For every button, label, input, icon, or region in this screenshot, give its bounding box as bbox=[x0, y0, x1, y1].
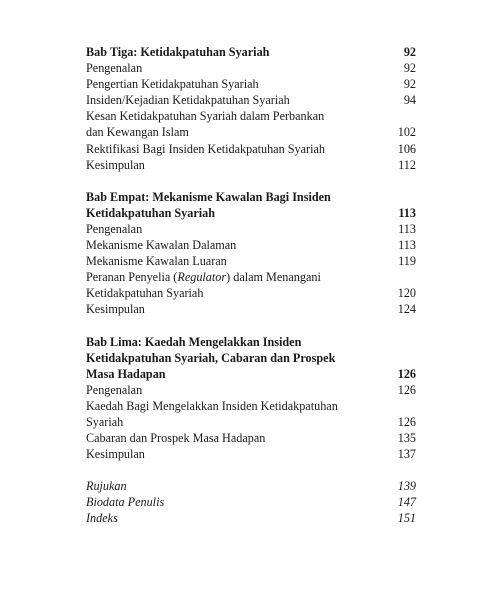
toc-entry[interactable] bbox=[86, 141, 416, 157]
toc-page-number: 135 bbox=[397, 431, 416, 446]
toc-page-number: 113 bbox=[398, 221, 416, 236]
toc-page-number: 137 bbox=[397, 447, 416, 462]
toc-entry[interactable] bbox=[86, 301, 416, 317]
toc-entry[interactable] bbox=[86, 430, 416, 446]
toc-entry-references[interactable] bbox=[86, 478, 416, 494]
toc-entry-label: Kesan Ketidakpatuhan Syariah dalam Perbankan bbox=[86, 109, 325, 124]
toc-entry[interactable] bbox=[86, 398, 416, 414]
toc-entry-label: Pengertian Ketidakpatuhan Syariah bbox=[86, 77, 259, 92]
toc-entry-label: Pengenalan bbox=[86, 61, 143, 76]
toc-page-number: 102 bbox=[397, 125, 416, 140]
toc-page-number: 124 bbox=[397, 302, 416, 317]
toc-entry-label: Ketidakpatuhan Syariah bbox=[86, 286, 204, 301]
toc-page-number: 139 bbox=[397, 479, 416, 494]
toc-section-bab-empat bbox=[86, 189, 416, 318]
toc-entry[interactable] bbox=[86, 221, 416, 237]
toc-page-number: 113 bbox=[398, 205, 416, 220]
toc-entry-label: Cabaran dan Prospek Masa Hadapan bbox=[86, 431, 266, 446]
toc-page-number: 120 bbox=[397, 286, 416, 301]
toc-entry-label: Mekanisme Kawalan Luaran bbox=[86, 254, 227, 269]
toc-entry-label: Ketidakpatuhan Syariah, Cabaran dan Prospek bbox=[86, 350, 336, 365]
toc-page-number: 94 bbox=[403, 93, 416, 108]
toc-italic-term: Regulator bbox=[177, 270, 227, 285]
table-of-contents bbox=[86, 44, 416, 543]
toc-page-number: 126 bbox=[397, 414, 416, 429]
toc-entry-label: Pengenalan bbox=[86, 221, 143, 236]
toc-section-bab-tiga bbox=[86, 44, 416, 173]
toc-entry[interactable] bbox=[86, 237, 416, 253]
toc-entry-label: Rektifikasi Bagi Insiden Ketidakpatuhan Syariah bbox=[86, 141, 325, 156]
toc-entry[interactable] bbox=[86, 285, 416, 301]
toc-chapter-heading[interactable] bbox=[86, 44, 416, 60]
toc-chapter-heading[interactable] bbox=[86, 350, 416, 366]
toc-entry-label: Mekanisme Kawalan Dalaman bbox=[86, 238, 237, 253]
toc-entry[interactable] bbox=[86, 157, 416, 173]
toc-page-number: 106 bbox=[397, 141, 416, 156]
toc-page-number: 126 bbox=[397, 366, 416, 381]
toc-entry-label: Ketidakpatuhan Syariah bbox=[86, 205, 216, 220]
toc-entry[interactable] bbox=[86, 253, 416, 269]
toc-entry-label: Insiden/Kejadian Ketidakpatuhan Syariah bbox=[86, 93, 290, 108]
toc-entry[interactable] bbox=[86, 76, 416, 92]
toc-page-number: 119 bbox=[398, 254, 416, 269]
toc-entry-label: Biodata Penulis bbox=[86, 495, 165, 510]
toc-entry-label: Rujukan bbox=[86, 479, 127, 494]
toc-entry[interactable] bbox=[86, 108, 416, 124]
toc-entry-label: Indeks bbox=[86, 511, 118, 526]
toc-entry[interactable] bbox=[86, 446, 416, 462]
toc-page-number: 92 bbox=[403, 61, 416, 76]
toc-section-back-matter bbox=[86, 478, 416, 526]
toc-entry[interactable] bbox=[86, 269, 416, 285]
toc-page-number: 92 bbox=[403, 45, 416, 59]
toc-entry-label: dan Kewangan Islam bbox=[86, 125, 189, 140]
toc-section-bab-lima bbox=[86, 334, 416, 463]
toc-entry-label: Bab Tiga: Ketidakpatuhan Syariah bbox=[86, 45, 270, 59]
toc-entry[interactable] bbox=[86, 382, 416, 398]
toc-entry-label: Pengenalan bbox=[86, 382, 143, 397]
toc-entry-label: Kesimpulan bbox=[86, 447, 145, 462]
toc-page-number: 92 bbox=[403, 77, 416, 92]
toc-entry-label: Kaedah Bagi Mengelakkan Insiden Ketidakpatuhan bbox=[86, 398, 338, 413]
toc-chapter-heading[interactable] bbox=[86, 205, 416, 221]
toc-page-number: 151 bbox=[397, 511, 416, 526]
toc-page-number: 147 bbox=[397, 495, 416, 510]
toc-chapter-heading[interactable] bbox=[86, 366, 416, 382]
toc-entry-label: Masa Hadapan bbox=[86, 366, 166, 381]
toc-chapter-heading[interactable] bbox=[86, 189, 416, 205]
toc-entry-label: Syariah bbox=[86, 414, 124, 429]
toc-entry-label-with-italic: Peranan Penyelia (Regulator) dalam Menangani bbox=[86, 270, 321, 285]
toc-page-number: 126 bbox=[397, 382, 416, 397]
toc-entry-label: Bab Empat: Mekanisme Kawalan Bagi Insiden bbox=[86, 189, 331, 204]
toc-entry[interactable] bbox=[86, 124, 416, 140]
toc-entry-label: Bab Lima: Kaedah Mengelakkan Insiden bbox=[86, 334, 302, 349]
toc-chapter-heading[interactable] bbox=[86, 334, 416, 350]
toc-entry[interactable] bbox=[86, 92, 416, 108]
toc-entry-label: Kesimpulan bbox=[86, 157, 145, 172]
toc-entry-index[interactable] bbox=[86, 510, 416, 526]
toc-entry-label: Kesimpulan bbox=[86, 302, 145, 317]
toc-entry-author-bio[interactable] bbox=[86, 494, 416, 510]
toc-page-number: 113 bbox=[398, 238, 416, 253]
toc-page-number: 112 bbox=[398, 157, 416, 172]
toc-entry[interactable] bbox=[86, 60, 416, 76]
toc-entry[interactable] bbox=[86, 414, 416, 430]
